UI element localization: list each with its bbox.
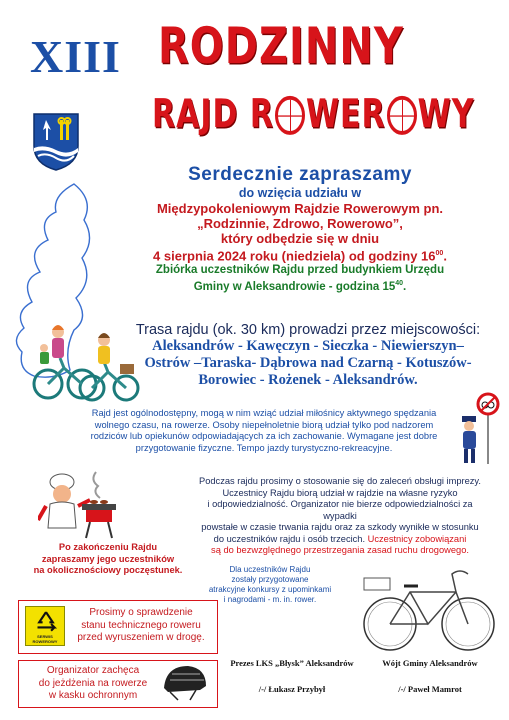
signature-president: Prezes LKS „Błysk” Aleksandrów /-/ Łukasz Przybył bbox=[230, 658, 354, 694]
helmet-icon bbox=[160, 660, 210, 702]
route-places: Ostrów –Taraska- Dąbrowa nad Czarną - Kotuszów- bbox=[144, 355, 472, 371]
invitation-heading: Serdecznie zapraszamy bbox=[188, 164, 412, 185]
invitation-line: do wzięcia udziału w bbox=[238, 186, 362, 200]
title-part-b: WER bbox=[305, 92, 386, 138]
title-line-2 bbox=[152, 92, 474, 138]
police-officer-illustration bbox=[458, 392, 502, 468]
route-intro: Trasa rajdu (ok. 30 km) prowadzi przez miejscowości: bbox=[135, 322, 481, 338]
bike-check-box bbox=[18, 600, 218, 654]
invitation-block bbox=[115, 164, 485, 294]
gathering-time: Gminy w Aleksandrowie - godzina $15^{40}$. bbox=[193, 280, 407, 294]
route-places: Borowiec - Rożenek - Aleksandrów. bbox=[198, 372, 418, 388]
gathering-info: Zbiórka uczestników Rajdu przed budynkiem Urzędu bbox=[155, 264, 445, 277]
after-ride-invitation: Po zakończeniu Rajdu zapraszamy jego uczestników na okolicznościowy poczęstunek. bbox=[33, 542, 183, 575]
general-info-paragraph: Rajd jest ogólnodostępny, mogą w nim wziąć udział miłośnicy aktywnego spędzania wolnego czasu, na rowerze. Osoby niepełnoletnie biorą udział tylko pod nadzorem rodziców lub opiekunów odpowiadających za ich zachowanie. Wymagane jest dobre przygotowanie fizyczne. Tempo jazdy turystyczno-rekreacyjne. bbox=[90, 408, 438, 453]
route-places: Aleksandrów - Kawęczyn - Sieczka - Niewierszyn– bbox=[152, 338, 464, 354]
wheel-o-icon bbox=[387, 95, 417, 134]
bike-service-icon: SERWIS ROWEROWY bbox=[25, 606, 65, 646]
bike-check-text: Prosimy o sprawdzenie stanu technicznego roweru przed wyruszeniem w drogę. bbox=[77, 607, 205, 643]
rules-paragraph: Podczas rajdu prosimy o stosowanie się do zaleceń obsługi imprezy. Uczestnicy Rajdu biorą udział w rajdzie na własne ryzyko i odpowiedzialność. Organizator nie bierze odpowiedzialności za wypadki powstałe w czasie trwania rajdu oraz za szkody wynikłe w stosunku do uczestników rajdu i osób trzecich. Uczestnicy zobowiązani są do bezwzględnego przestrzegania zasad ruchu drogowego. bbox=[199, 476, 481, 555]
route-section bbox=[118, 322, 498, 389]
title-part-a: RAJD R bbox=[152, 92, 274, 138]
title-line-1: RODZINNY bbox=[158, 18, 404, 76]
contest-info: Dla uczestników Rajdu zostały przygotowane atrakcyjne konkursy z upominkami i nagrodami - m. in. rower. bbox=[208, 565, 332, 604]
chef-grilling-illustration bbox=[38, 470, 128, 540]
coat-of-arms-icon bbox=[32, 112, 80, 172]
bicycle-prize-illustration bbox=[360, 558, 500, 654]
edition-number: XIII bbox=[30, 31, 121, 82]
invitation-line: który odbędzie się w dniu bbox=[220, 231, 380, 246]
wheel-o-icon bbox=[275, 95, 305, 134]
event-name-line: Międzypokoleniowym Rajdzie Rowerowym pn. bbox=[156, 201, 444, 216]
helmet-advice-text: Organizator zachęca do jeżdżenia na rowerze w kasku ochronnym bbox=[38, 665, 148, 701]
event-motto: „Rodzinnie, Zdrowo, Rowerowo”, bbox=[197, 216, 403, 231]
title-part-c: WY bbox=[417, 92, 475, 138]
event-date: 4 sierpnia 2024 roku (niedziela) od godziny $16^{00}$. bbox=[153, 248, 447, 264]
signature-mayor: Wójt Gminy Aleksandrów /-/ Paweł Mamrot bbox=[382, 658, 478, 694]
